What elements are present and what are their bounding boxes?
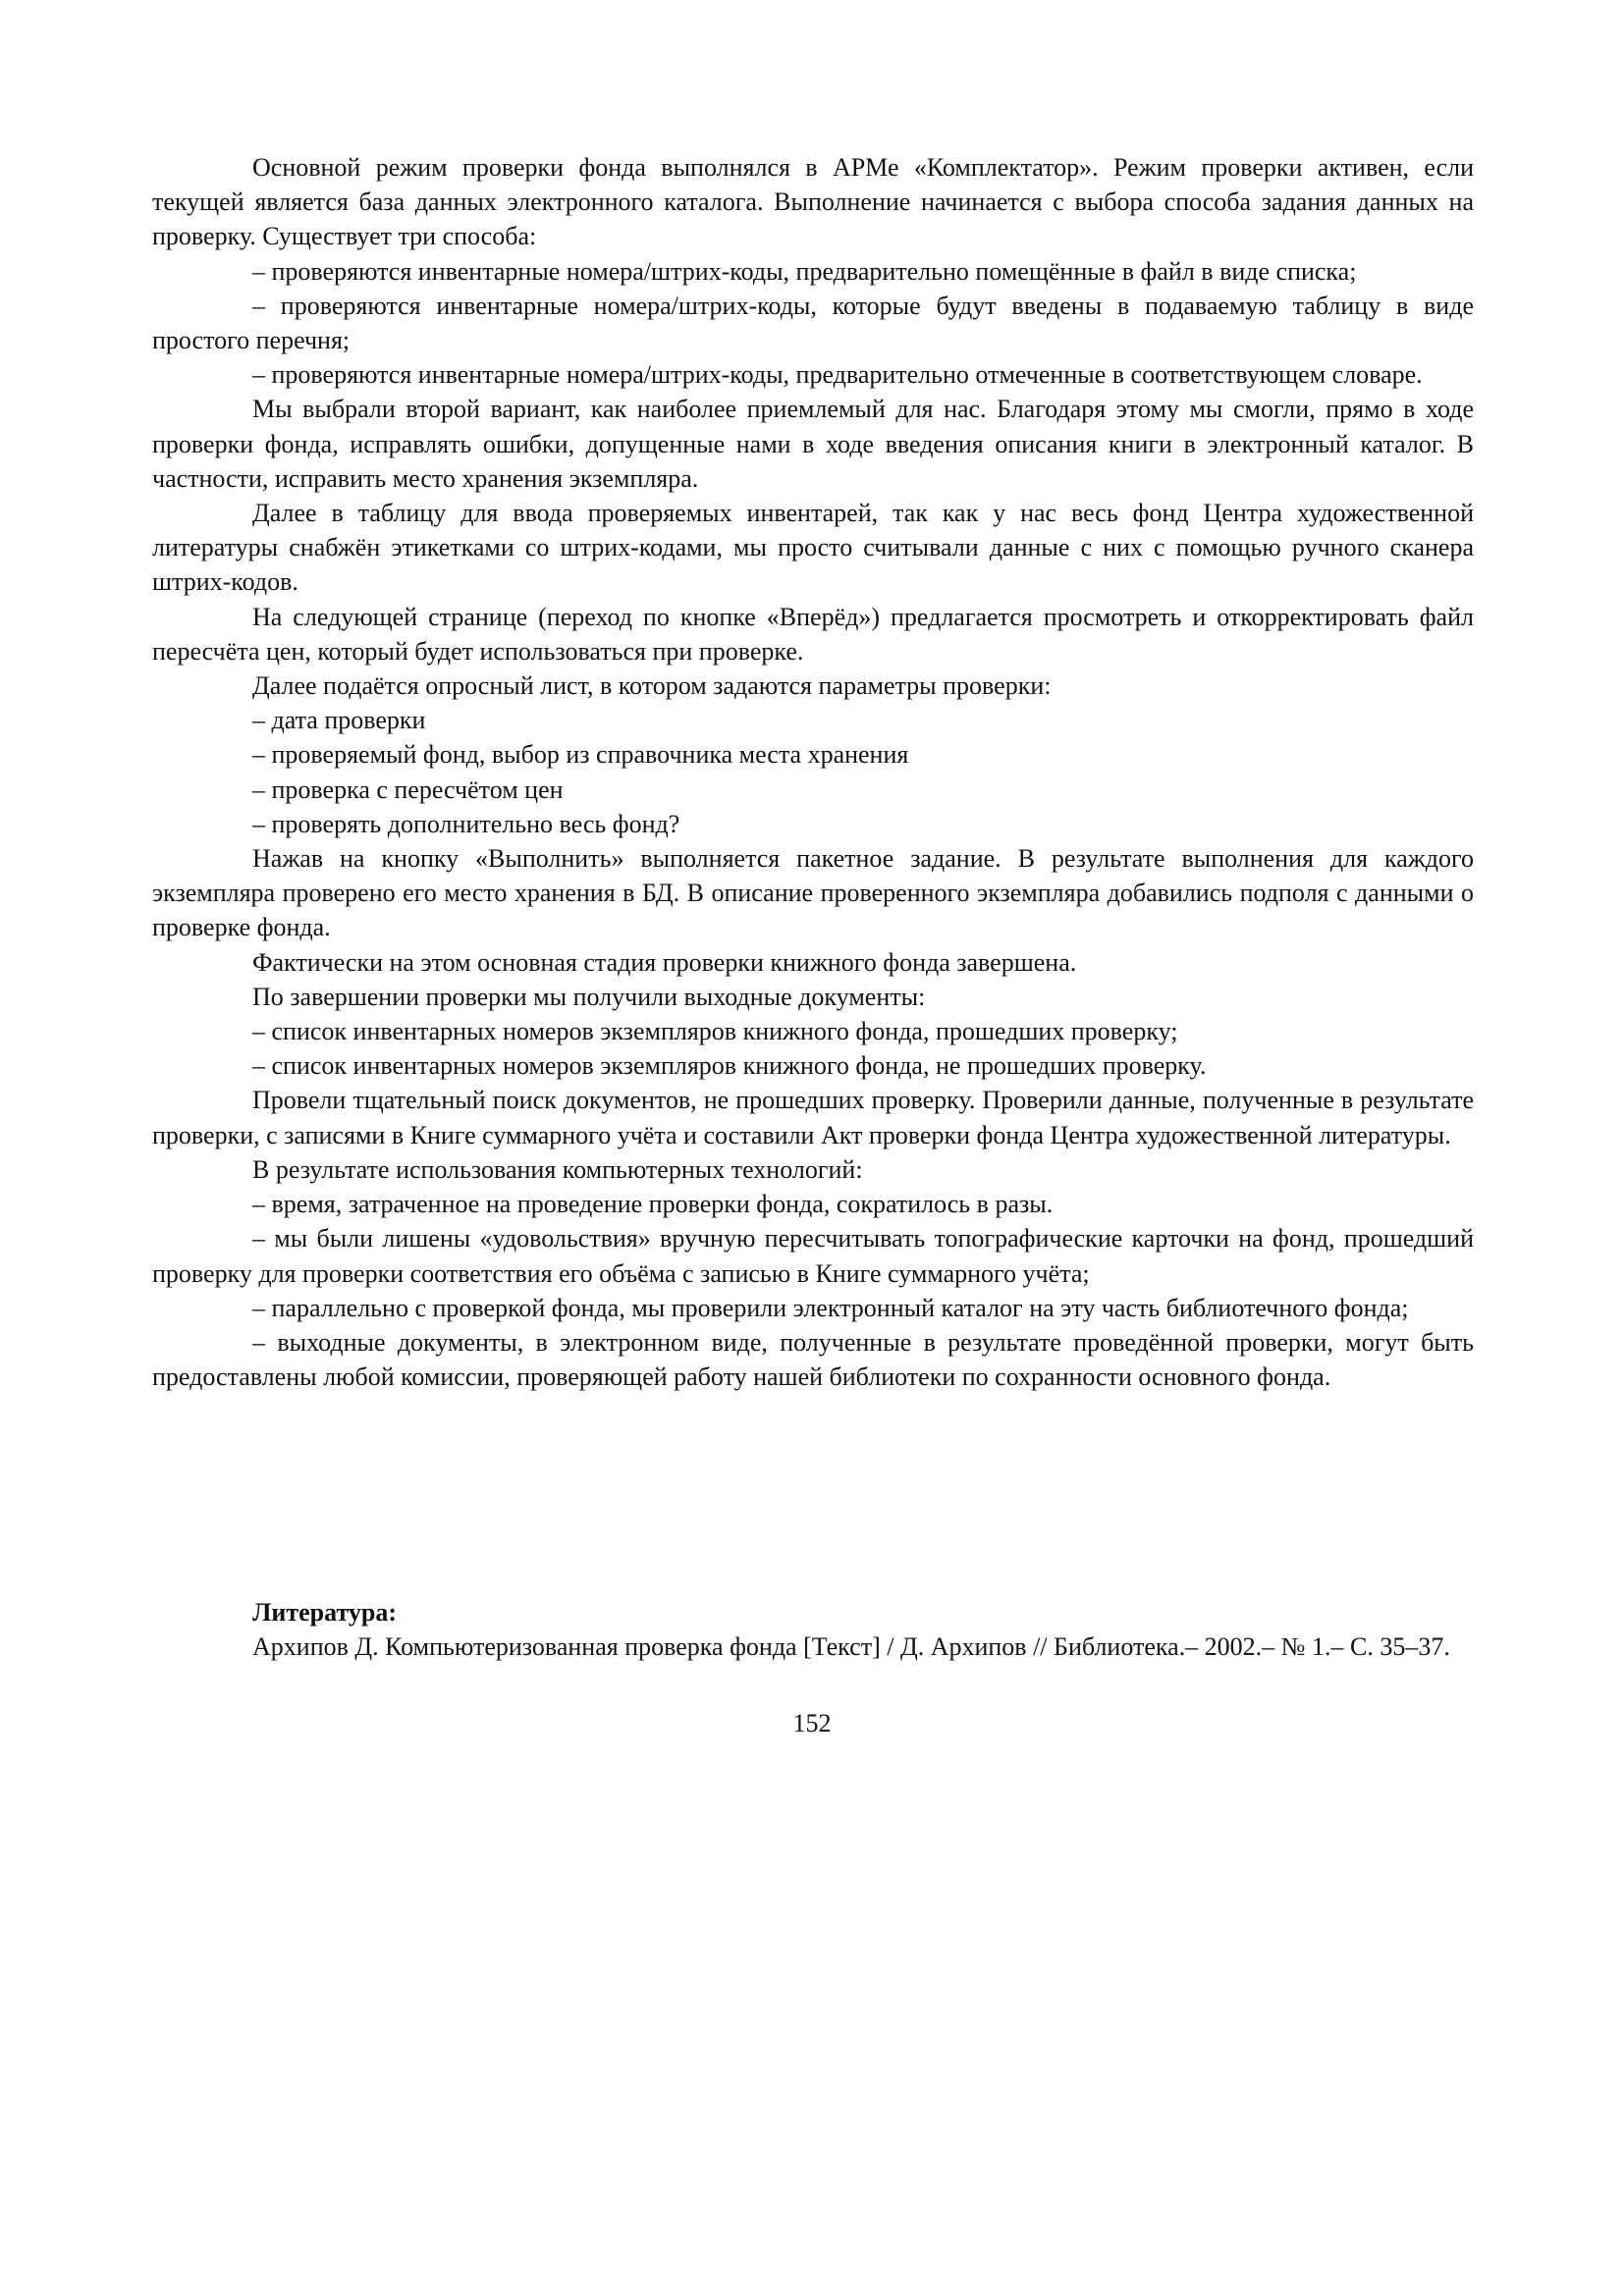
paragraph: Нажав на кнопку «Выполнить» выполняется пакетное задание. В результате выполнения для каждого экземпляра проверено его место хранения в БД. В описание проверенного экземпляра добавились подполя с данными о проверке фонда. xyxy=(152,844,1474,942)
list-item: – список инвентарных номеров экземпляров книжного фонда, прошедших проверку; xyxy=(252,1017,1178,1046)
paragraph: Далее подаётся опросный лист, в котором задаются параметры проверки: xyxy=(252,671,1052,701)
list-item: – проверяются инвентарные номера/штрих-коды, предварительно помещённые в файл в виде списка; xyxy=(252,256,1357,286)
page-number: 152 xyxy=(792,1709,832,1737)
list-item: – проверяются инвентарные номера/штрих-коды, которые будут введены в подаваемую таблицу в виде простого перечня; xyxy=(152,291,1474,355)
paragraph: Далее в таблицу для ввода проверяемых инвентарей, так как у нас весь фонд Центра художественной литературы снабжён этикетками со штрих-кодами, мы просто считывали данные с них с помощью ручного сканера штрих-кодов. xyxy=(152,499,1474,597)
list-item: – проверка с пересчётом цен xyxy=(252,774,564,804)
paragraph: На следующей странице (переход по кнопке «Вперёд») предлагается просмотреть и откорректировать файл пересчёта цен, который будет использоваться при проверке. xyxy=(152,602,1474,666)
paragraph: Мы выбрали второй вариант, как наиболее приемлемый для нас. Благодаря этому мы смогли, прямо в ходе проверки фонда, исправлять ошибки, допущенные нами в ходе введения описания книги в электронный каталог. В частности, исправить место хранения экземпляра. xyxy=(152,395,1474,493)
list-item: – проверяемый фонд, выбор из справочника места хранения xyxy=(252,740,909,770)
list-item: – проверяются инвентарные номера/штрих-коды, предварительно отмеченные в соответствующем словаре. xyxy=(252,360,1423,390)
references-section xyxy=(152,1595,1474,1664)
list-item: – параллельно с проверкой фонда, мы проверили электронный каталог на эту часть библиотечного фонда; xyxy=(252,1293,1409,1322)
list-item: – время, затраченное на проведение проверки фонда, сократилось в разы. xyxy=(252,1190,1054,1219)
list-item: – список инвентарных номеров экземпляров книжного фонда, не прошедших проверку. xyxy=(252,1051,1207,1081)
paragraph: Провели тщательный поиск документов, не прошедших проверку. Проверили данные, полученные в результате проверки, с записями в Книге суммарного учёта и составили Акт проверки фонда Центра художественной литературы. xyxy=(152,1086,1474,1149)
reference-item: Архипов Д. Компьютеризованная проверка фонда [Текст] / Д. Архипов // Библиотека.– 2002.– № 1.– С. 35–37. xyxy=(252,1632,1450,1662)
references-heading: Литература: xyxy=(252,1598,397,1627)
list-item: – проверять дополнительно весь фонд? xyxy=(252,809,680,838)
list-item: – выходные документы, в электронном виде, полученные в результате проведённой проверки, могут быть предоставлены любой комиссии, проверяющей работу нашей библиотеки по сохранности основного фонда. xyxy=(152,1327,1474,1392)
body-text xyxy=(152,150,1474,1394)
paragraph: По завершении проверки мы получили выходные документы: xyxy=(252,982,926,1011)
list-item: – мы были лишены «удовольствия» вручную пересчитывать топографические карточки на фонд, прошедший проверку для проверки соответствия его объёма с записью в Книге суммарного учёта; xyxy=(152,1224,1474,1288)
paragraph: Фактически на этом основная стадия проверки книжного фонда завершена. xyxy=(252,947,1077,977)
paragraph: Основной режим проверки фонда выполнялся в АРМе «Комплектатор». Режим проверки активен, если текущей является база данных электронного каталога. Выполнение начинается с выбора способа задания данных на проверку. Существует три способа: xyxy=(152,153,1474,251)
paragraph: В результате использования компьютерных технологий: xyxy=(252,1154,863,1184)
list-item: – дата проверки xyxy=(252,706,426,735)
